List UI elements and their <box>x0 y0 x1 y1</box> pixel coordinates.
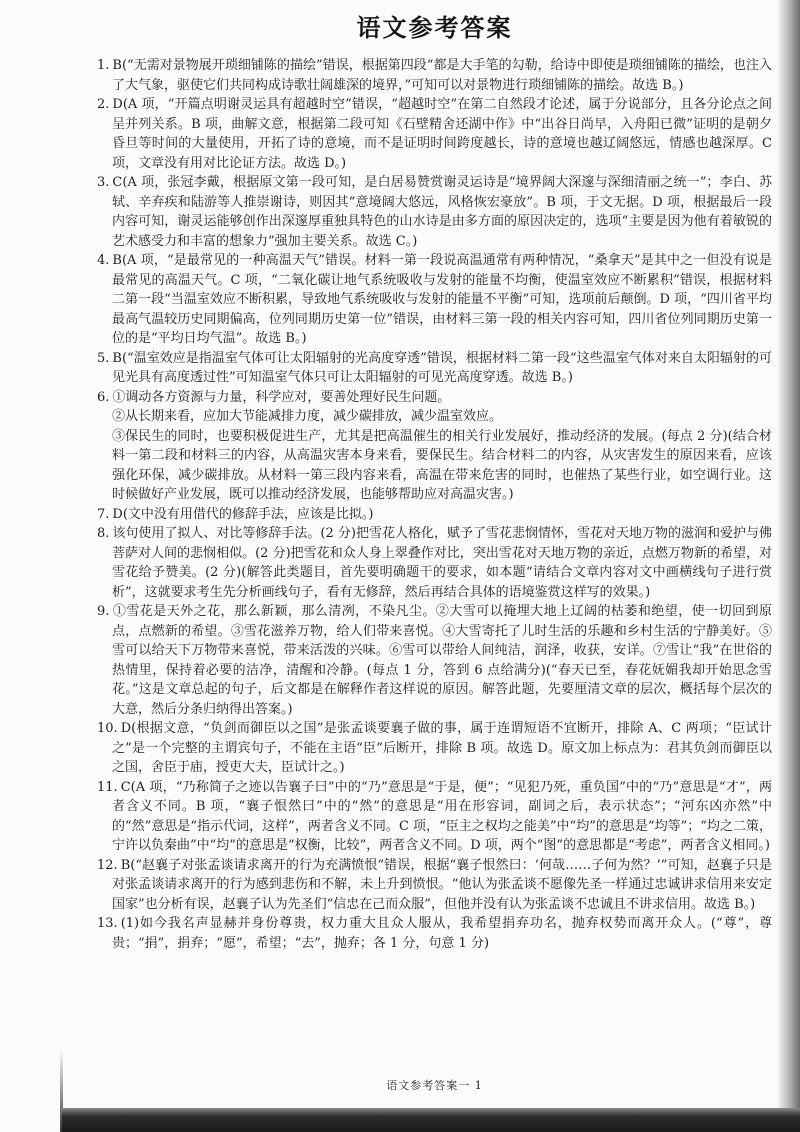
answer-number: 8. <box>97 526 110 541</box>
answer-text: B(“温室效应是指温室气体可让太阳辐射的光高度穿透”错误，根据材料二第一段“这些温室气体对来自太阳辐射的可见光具有高度透过性”可知温室气体只可让太阳辐射的可见光高度穿透。故选 B。) <box>112 350 772 385</box>
answer-item-9 <box>97 602 772 719</box>
answer-text: D(根据文意，“负剑而御臣以之国”是张孟谈要襄子做的事，属于连谓短语不宜断开，排除 A、C 两项；“臣试计之”是一个完整的主谓宾句子，不能在主语“臣”后断开，排除 B 项。故选 D。原文加上标点为：君其负剑而御臣以之国，舍臣于庙，授吏大夫，臣试计之。) <box>112 721 772 775</box>
answer-item-3 <box>97 173 772 251</box>
answer-point-3: ③保民生的同时，也要积极促进生产，尤其是把高温催生的相关行业发展好，推动经济的发展。(每点 2 分)(结合材料一第二段和材料三的内容，从高温灾害本身来看，要保民生。结合材料二的内容，从灾害发生的原因来看，应该强化环保，减少碳排放。从材料一第三段内容来看，高温在带来危害的同时，也催热了某些行业，如空调行业。这时候做好产业发展，既可以推动经济发展，也能够帮助应对高温灾害。) <box>112 428 772 502</box>
answer-text: B(“赵襄子对张孟谈请求离开的行为充满愤恨”错误，根据“襄子恨然曰：‘何哉……子何为然？’”可知，赵襄子只是对张孟谈请求离开的行为感到悲伤和不解，未上升到愤恨。“他认为张孟谈不愿像先圣一样通过忠诚讲求信用来安定国家”也分析有误，赵襄子认为先圣们“信忠在己而众服”，但他并没有认为张孟谈不忠诚且不讲求信用。故选 B。) <box>112 857 772 912</box>
answer-number: 9. <box>97 604 110 619</box>
answer-number: 12. <box>97 857 118 873</box>
answer-point-1: ①调动各方资源与力量，科学应对，要善处理好民生问题。 <box>112 389 451 405</box>
answer-item-13 <box>97 914 772 953</box>
answer-text: (1)如今我名声显赫并身份尊贵，权力重大且众人服从，我希望捐弃功名，抛弃权势而离开众人。(“尊”，尊贵；“捐”，捐弃；“愿”，希望；“去”，抛弃；各 1 分，句意 1 分) <box>112 916 772 951</box>
answer-number: 1. <box>97 58 110 73</box>
scan-shadow-right <box>778 0 800 1132</box>
answer-item-6 <box>97 388 772 505</box>
answer-text: B(A 项，“是最常见的一种高温天气”错误。材料一第一段说高温通常有两种情况，“桑拿天”是其中之一但没有说是最常见的高温天气。C 项，“二氧化碳让地气系统吸收与发射的能量不均衡，使温室效应不断累积”错误，根据材料二第一段“当温室效应不断积累，导致地气系统吸收与发射的能量不平衡”可知，选项前后颠倒。D 项，“四川省平均最高气温较历史同期偏高，位列同期历史第一位”错误，由材料三第一段的相关内容可知，四川省位列同期历史第一位的是“平均日均气温”。故选 B。) <box>112 253 772 346</box>
answer-number: 10. <box>97 721 118 736</box>
answer-item-4 <box>97 251 772 349</box>
answer-text: C(A 项，张冠李戴，根据原文第一段可知，是白居易赞赏谢灵运诗是“境界阔大深邃与深细清丽之统一”；李白、苏轼、辛弃疾和陆游等人推崇谢诗，则因其“意境阔大悠远，风格恢宏豪放”。B 项，于文无据。D 项，根据最后一段内容可知，谢灵运能够创作出深邃厚重独具特色的山水诗是由多方面的原因决定的，选项“主要是因为他有着敏锐的艺术感受力和丰富的想象力”强加主要关系。故选 C。) <box>112 175 772 249</box>
answer-item-7 <box>97 505 772 525</box>
page-footer: 语文参考答案一 1 <box>386 1079 483 1092</box>
answer-item-10 <box>97 719 772 778</box>
answer-text: C(A 项，“乃称简子之迹以告襄子曰”中的“乃”意思是“于是，便”；“见犯乃死，重负国”中的“乃”意思是“才”，两者含义不同。B 项，“襄子恨然曰”中的“然”的意思是“用在形容词，副词之后，表示状态”；“河东凶亦然”中的“然”意思是“指示代词，这样”，两者含义不同。C 项，“臣主之权均之能美”中“均”的意思是“均等”；“均之二策，宁许以负秦曲”中“均”的意思是“权衡，比较”，两者含义不同。D 项，两个“图”的意思都是“考虑”，两者含义相同。) <box>112 779 772 853</box>
page-title: 语文参考答案 <box>356 14 513 42</box>
answer-number: 7. <box>97 506 110 522</box>
answer-item-11 <box>97 778 772 856</box>
answer-number: 5. <box>97 350 110 366</box>
answer-number: 3. <box>97 175 110 190</box>
answer-text: 该句使用了拟人、对比等修辞手法。(2 分)把雪花人格化，赋予了雪花悲悯情怀，雪花对天地万物的滋润和爱护与佛菩萨对人间的悲悯相似。(2 分)把雪花和众人身上翠叠作对比，突出雪花对天地万物的亲近，点燃万物新的希望，对雪花给予赞美。(2 分)(解答此类题目，首先要明确题干的要求，如本题“请结合文章内容对文中画横线句子进行赏析”，这就要求考生先分析画线句子，看有无修辞，然后再结合具体的语境鉴赏这样写的效果。) <box>112 526 772 600</box>
answer-text: D(文中没有用借代的修辞手法，应该是比拟。) <box>112 506 374 522</box>
answer-text: D(A 项，“开篇点明谢灵运具有超越时空”错误，“超越时空”在第二自然段才论述，属于分说部分，且各分论点之间呈并列关系。B 项，曲解文意，根据第二段可知《石壁精舍还湖中作》中“出谷日尚早，入舟阳已微”证明的是朝夕昏旦等时间的大量使用，开拓了诗的意境，而不是证明时间跨度越长，诗的意境也越辽阔悠远，情感也越深厚。C 项，文章没有用对比论证方法。故选 D。) <box>112 97 772 171</box>
answer-number: 11. <box>97 779 118 795</box>
answer-item-8 <box>97 524 772 602</box>
answer-item-1 <box>97 56 772 95</box>
answer-item-5 <box>97 349 772 388</box>
answer-list <box>97 56 772 1066</box>
answer-number: 6. <box>97 389 110 405</box>
answer-number: 2. <box>97 97 110 112</box>
scan-shadow-bottom <box>62 1108 800 1132</box>
answer-point-2: ②从长期来看，应加大节能减排力度，减少碳排放，减少温室效应。 <box>112 409 503 424</box>
answer-text: B(“无需对景物展开琐细铺陈的描绘”错误，根据第四段“都是大手笔的勾勒，给诗中即使是琐细铺陈的描绘，也注入了大气象，驱使它们共同构成诗歌壮阔雄深的境界，”可知可以对景物进行琐细铺陈的描绘。故选 B。) <box>112 58 772 93</box>
answer-number: 4. <box>97 253 110 268</box>
answer-text: ①雪花是天外之花，那么新颖，那么清冽，不染凡尘。②大雪可以掩埋大地上辽阔的枯萎和绝望，使一切回到原点，点燃新的希望。③雪花滋养万物，给人们带来喜悦。④大雪寄托了儿时生活的乐趣和乡村生活的宁静美好。⑤雪可以给天下万物带来喜悦，带来活泼的兴味。⑥雪可以带给人间纯洁，润泽，收获，安详。⑦雪让“我”在世俗的热情里，保持着必要的洁净，清醒和冷静。(每点 1 分，答到 6 点给满分)(“春天已至，春花妩媚我却开始思念雪花。”这是文章总起的句子，后文都是在解释作者这样说的原因。解答此题，先要厘清文章的层次，概括每个层次的大意，然后分条归纳得出答案。) <box>112 604 772 717</box>
answer-item-12 <box>97 856 772 915</box>
answer-number: 13. <box>97 916 118 931</box>
answer-item-2 <box>97 95 772 173</box>
